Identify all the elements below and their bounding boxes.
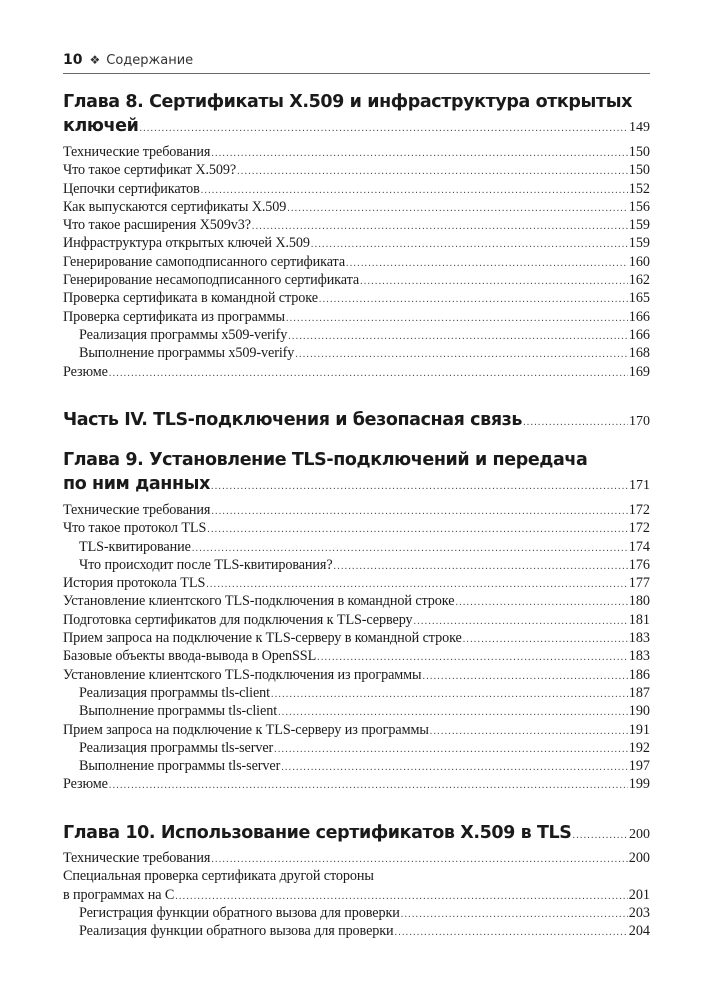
toc-entry[interactable] — [63, 161, 650, 179]
toc-entry[interactable] — [63, 611, 650, 629]
toc-entry-text: Резюме — [63, 363, 108, 380]
toc-entry[interactable] — [63, 198, 650, 216]
leader-dots — [278, 708, 628, 718]
part-4 — [63, 408, 650, 434]
leader-dots — [286, 314, 628, 324]
toc-entry-text: Выполнение программы x509-verify — [79, 345, 295, 362]
toc-entry[interactable] — [63, 556, 650, 574]
page-ref: 181 — [628, 611, 650, 628]
leader-dots — [414, 617, 628, 627]
leader-dots — [430, 727, 628, 737]
chapter-heading[interactable] — [63, 448, 650, 498]
page-ref: 192 — [628, 739, 650, 756]
leader-dots — [207, 525, 627, 535]
toc-entry-text: TLS-квитирование — [79, 538, 191, 555]
toc-entry-text: Реализация функции обратного вызова для проверки — [79, 923, 394, 940]
leader-dots — [295, 350, 627, 360]
page-ref: 172 — [628, 520, 650, 537]
chapter-heading[interactable] — [63, 90, 650, 140]
page-ref: 174 — [628, 538, 650, 555]
chapter-9 — [63, 448, 650, 498]
page-ref: 191 — [628, 721, 650, 738]
toc-entry-text: Реализация программы tls-client — [79, 684, 270, 701]
page-ref: 204 — [628, 923, 650, 940]
leader-dots — [206, 580, 627, 590]
part-heading-text: Часть IV. TLS-подключения и безопасная связь — [63, 410, 523, 430]
leader-dots — [317, 653, 628, 663]
toc-entry-text: Выполнение программы tls-client — [79, 703, 278, 720]
page-ref: 180 — [628, 593, 650, 610]
leader-dots — [281, 763, 628, 773]
page-ref: 149 — [629, 120, 650, 135]
toc-entry-text: Генерирование несамоподписанного сертификата — [63, 272, 360, 289]
toc-entry[interactable] — [63, 143, 650, 161]
page-ref: 200 — [628, 850, 650, 866]
toc-entry-text: Что происходит после TLS-квитирования? — [79, 556, 333, 573]
chapter-8 — [63, 90, 650, 140]
toc-entry[interactable] — [63, 289, 650, 307]
page-ref: 160 — [628, 253, 650, 270]
toc-entry-text: Резюме — [63, 776, 108, 793]
toc-entry[interactable] — [63, 574, 650, 592]
toc-entry-text: Установление клиентского TLS-подключения в командной строке — [63, 593, 455, 610]
leader-dots — [211, 149, 627, 159]
toc-entry-text: Базовые объекты ввода-вывода в OpenSSL — [63, 648, 317, 665]
leader-dots — [288, 332, 627, 342]
page-ref: 190 — [628, 703, 650, 720]
toc-entry[interactable] — [63, 721, 650, 739]
chapter-10-entries — [63, 849, 650, 940]
toc-entry-text: Что такое сертификат X.509? — [63, 162, 237, 179]
page-ref: 183 — [628, 648, 650, 665]
toc-entry[interactable] — [63, 867, 650, 904]
leader-dots — [311, 240, 628, 250]
toc-entry[interactable] — [63, 684, 650, 702]
leader-dots — [287, 204, 627, 214]
toc-entry[interactable] — [63, 702, 650, 720]
leader-dots — [523, 418, 628, 428]
leader-dots — [274, 745, 628, 755]
leader-dots — [423, 672, 628, 682]
page-ref: 203 — [628, 904, 650, 921]
page-ref: 172 — [628, 502, 650, 518]
toc-entry[interactable] — [63, 849, 650, 867]
toc-entry-text: Технические требования — [63, 502, 211, 518]
toc-entry-text: История протокола TLS — [63, 575, 206, 592]
toc-entry[interactable] — [63, 234, 650, 252]
leader-dots — [401, 910, 628, 920]
leader-dots — [573, 831, 629, 841]
page-ref: 168 — [628, 345, 650, 362]
page-ref: 197 — [628, 758, 650, 775]
leader-dots — [237, 167, 628, 177]
toc-entry-text-line1: Специальная проверка сертификата другой стороны — [63, 868, 374, 885]
toc-entry[interactable] — [63, 326, 650, 344]
page-ref: 156 — [628, 198, 650, 215]
page-ref: 170 — [629, 414, 650, 429]
leader-dots — [455, 598, 627, 608]
leader-dots — [201, 186, 628, 196]
chapter-heading-text: Глава 10. Использование сертификатов X.509 в TLS — [63, 823, 572, 843]
toc-entry-text: Что такое расширения X509v3? — [63, 217, 251, 234]
page-ref: 150 — [628, 144, 650, 160]
chapter-8-entries — [63, 143, 650, 381]
leader-dots — [360, 277, 628, 287]
toc-entry[interactable] — [63, 363, 650, 381]
page-ref: 177 — [628, 575, 650, 592]
page-ref: 171 — [629, 478, 650, 493]
leader-dots — [211, 855, 627, 865]
page-ref: 201 — [628, 886, 650, 903]
toc-entry[interactable] — [63, 922, 650, 940]
toc-entry[interactable] — [63, 647, 650, 665]
toc-entry-text: Реализация программы tls-server — [79, 739, 274, 756]
page-ref: 162 — [628, 272, 650, 289]
leader-dots — [252, 222, 628, 232]
page-ref: 152 — [628, 180, 650, 197]
toc-entry[interactable] — [63, 592, 650, 610]
leader-dots — [109, 369, 628, 379]
toc-entry-text: Технические требования — [63, 144, 211, 160]
chapter-9-entries — [63, 501, 650, 794]
toc-entry[interactable] — [63, 519, 650, 537]
leader-dots — [334, 562, 628, 572]
toc-entry-text: Установление клиентского TLS-подключения из программы — [63, 666, 422, 683]
toc-entry[interactable] — [63, 739, 650, 757]
toc-entry-text: в программах на C — [63, 886, 175, 903]
toc-entry-text: Регистрация функции обратного вызова для проверки — [79, 904, 400, 921]
toc-entry-text: Прием запроса на подключение к TLS-серверу из программы — [63, 721, 429, 738]
page-ref: 159 — [628, 235, 650, 252]
toc-entry-text: Цепочки сертификатов — [63, 180, 200, 197]
page-ref: 176 — [628, 556, 650, 573]
toc-entry-text: Инфраструктура открытых ключей X.509 — [63, 235, 310, 252]
leader-dots — [346, 259, 628, 269]
leader-dots — [175, 892, 627, 902]
toc-entry[interactable] — [63, 629, 650, 647]
toc-entry[interactable] — [63, 775, 650, 793]
leader-dots — [109, 781, 628, 791]
running-header — [63, 49, 650, 74]
page-ref: 166 — [628, 326, 650, 343]
page-number: 10 — [63, 52, 83, 68]
toc-entry[interactable] — [63, 666, 650, 684]
toc-entry[interactable] — [63, 344, 650, 362]
toc-entry-text: Как выпускаются сертификаты X.509 — [63, 198, 287, 215]
leader-dots — [271, 690, 628, 700]
leader-dots — [211, 482, 628, 492]
toc-entry[interactable] — [63, 904, 650, 922]
part-heading[interactable] — [63, 408, 650, 434]
toc-entry[interactable] — [63, 271, 650, 289]
leader-dots — [192, 544, 628, 554]
toc-entry-text: Выполнение программы tls-server — [79, 758, 281, 775]
chapter-heading[interactable] — [63, 821, 650, 847]
page-ref: 187 — [628, 684, 650, 701]
page-ref: 166 — [628, 308, 650, 325]
toc-entry-text: Что такое протокол TLS — [63, 520, 207, 537]
toc-entry[interactable] — [63, 216, 650, 234]
leader-dots — [463, 635, 628, 645]
chapter-heading-line2: ключей — [63, 116, 139, 136]
toc-entry-text: Подготовка сертификатов для подключения к TLS-серверу — [63, 611, 413, 628]
toc-entry-text: Проверка сертификата в командной строке — [63, 290, 318, 307]
toc-entry-text: Реализация программы x509-verify — [79, 326, 288, 343]
toc-entry-text: Прием запроса на подключение к TLS-серверу в командной строке — [63, 630, 462, 647]
toc-entry[interactable] — [63, 253, 650, 271]
toc-entry[interactable] — [63, 180, 650, 198]
toc-entry[interactable] — [63, 757, 650, 775]
page-ref: 165 — [628, 290, 650, 307]
toc-entry-text: Генерирование самоподписанного сертификата — [63, 253, 346, 270]
ornament-icon: ❖ — [89, 53, 101, 67]
page-ref: 150 — [628, 162, 650, 179]
page-ref: 200 — [629, 827, 650, 842]
leader-dots — [395, 928, 628, 938]
chapter-heading-line2: по ним данных — [63, 474, 210, 494]
page-ref: 183 — [628, 630, 650, 647]
toc-entry[interactable] — [63, 308, 650, 326]
page-ref: 199 — [628, 776, 650, 793]
chapter-10 — [63, 821, 650, 847]
page-ref: 186 — [628, 666, 650, 683]
leader-dots — [139, 124, 628, 134]
leader-dots — [211, 507, 627, 517]
chapter-heading-line1: Глава 8. Сертификаты X.509 и инфраструктура открытых — [63, 92, 633, 112]
chapter-heading-line1: Глава 9. Установление TLS-подключений и передача — [63, 450, 588, 470]
toc-entry[interactable] — [63, 501, 650, 519]
toc-entry-text: Проверка сертификата из программы — [63, 308, 285, 325]
page-ref: 159 — [628, 217, 650, 234]
toc-entry[interactable] — [63, 538, 650, 556]
page-ref: 169 — [628, 363, 650, 380]
toc-entry-text: Технические требования — [63, 850, 211, 866]
running-header-title: Содержание — [106, 53, 194, 68]
leader-dots — [319, 295, 628, 305]
